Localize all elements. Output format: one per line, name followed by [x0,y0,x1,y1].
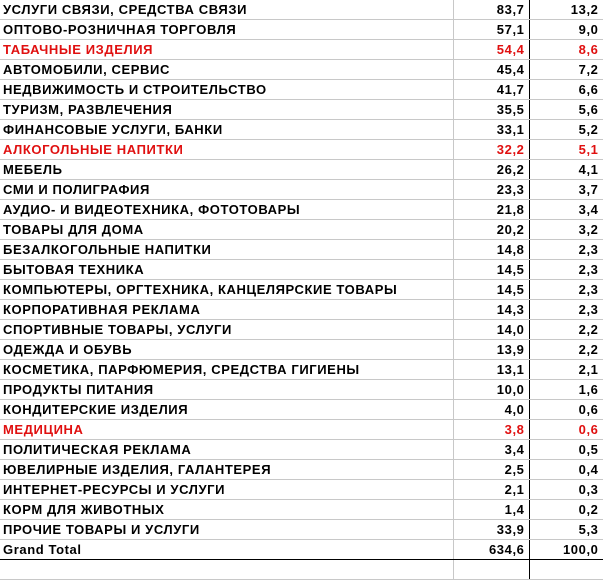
category-label-cell[interactable]: СМИ И ПОЛИГРАФИЯ [0,180,453,200]
category-label-cell[interactable]: КОРПОРАТИВНАЯ РЕКЛАМА [0,300,453,320]
empty-row[interactable] [0,560,603,580]
grand-total-row[interactable] [0,540,603,560]
value-cell[interactable]: 13,9 [453,340,529,360]
share-percent-cell[interactable]: 3,4 [529,200,603,220]
value-cell[interactable]: 57,1 [453,20,529,40]
category-label-cell[interactable]: МЕБЕЛЬ [0,160,453,180]
share-percent-cell[interactable]: 0,6 [529,420,603,440]
share-percent-cell[interactable]: 0,6 [529,400,603,420]
share-percent-cell[interactable]: 2,3 [529,300,603,320]
table-row[interactable] [0,200,603,220]
category-label-cell[interactable]: УСЛУГИ СВЯЗИ, СРЕДСТВА СВЯЗИ [0,0,453,20]
category-label-cell[interactable]: НЕДВИЖИМОСТЬ И СТРОИТЕЛЬСТВО [0,80,453,100]
value-cell[interactable]: 33,9 [453,520,529,540]
share-percent-cell[interactable]: 5,6 [529,100,603,120]
category-label-cell[interactable]: ЮВЕЛИРНЫЕ ИЗДЕЛИЯ, ГАЛАНТЕРЕЯ [0,460,453,480]
share-percent-cell[interactable]: 0,5 [529,440,603,460]
table-row[interactable] [0,380,603,400]
table-row[interactable] [0,140,603,160]
category-label-cell[interactable]: КОСМЕТИКА, ПАРФЮМЕРИЯ, СРЕДСТВА ГИГИЕНЫ [0,360,453,380]
value-cell[interactable]: 33,1 [453,120,529,140]
category-label-cell[interactable]: ИНТЕРНЕТ-РЕСУРСЫ И УСЛУГИ [0,480,453,500]
table-row[interactable] [0,320,603,340]
table-row[interactable] [0,100,603,120]
share-percent-cell[interactable]: 1,6 [529,380,603,400]
table-row[interactable] [0,80,603,100]
category-label-cell[interactable]: ФИНАНСОВЫЕ УСЛУГИ, БАНКИ [0,120,453,140]
value-cell[interactable]: 14,3 [453,300,529,320]
category-label-cell[interactable]: АЛКОГОЛЬНЫЕ НАПИТКИ [0,140,453,160]
table-row[interactable] [0,280,603,300]
share-percent-cell[interactable]: 2,3 [529,240,603,260]
share-percent-cell[interactable]: 8,6 [529,40,603,60]
category-label-cell[interactable]: КОНДИТЕРСКИЕ ИЗДЕЛИЯ [0,400,453,420]
value-cell[interactable]: 10,0 [453,380,529,400]
value-cell[interactable]: 32,2 [453,140,529,160]
table-row[interactable] [0,240,603,260]
share-percent-cell[interactable]: 2,2 [529,320,603,340]
value-cell[interactable]: 26,2 [453,160,529,180]
value-cell[interactable]: 1,4 [453,500,529,520]
value-cell[interactable]: 83,7 [453,0,529,20]
table-row[interactable] [0,220,603,240]
value-cell[interactable]: 3,8 [453,420,529,440]
share-percent-cell[interactable]: 0,4 [529,460,603,480]
value-cell[interactable]: 14,5 [453,280,529,300]
share-percent-cell[interactable]: 5,3 [529,520,603,540]
category-label-cell[interactable]: АВТОМОБИЛИ, СЕРВИС [0,60,453,80]
value-cell[interactable]: 45,4 [453,60,529,80]
value-cell[interactable]: 35,5 [453,100,529,120]
share-percent-cell[interactable]: 6,6 [529,80,603,100]
value-cell[interactable]: 14,5 [453,260,529,280]
category-label-cell[interactable]: АУДИО- И ВИДЕОТЕХНИКА, ФОТОТОВАРЫ [0,200,453,220]
value-cell[interactable]: 2,1 [453,480,529,500]
share-percent-cell[interactable]: 5,1 [529,140,603,160]
grand-total-label-cell[interactable]: Grand Total [0,540,453,560]
category-label-cell[interactable]: СПОРТИВНЫЕ ТОВАРЫ, УСЛУГИ [0,320,453,340]
category-label-cell[interactable]: ТОВАРЫ ДЛЯ ДОМА [0,220,453,240]
table-row[interactable] [0,340,603,360]
table-row[interactable] [0,260,603,280]
value-cell[interactable]: 13,1 [453,360,529,380]
table-row[interactable] [0,420,603,440]
table-row[interactable] [0,500,603,520]
share-percent-cell[interactable]: 2,3 [529,260,603,280]
category-label-cell[interactable]: ТУРИЗМ, РАЗВЛЕЧЕНИЯ [0,100,453,120]
share-percent-cell[interactable]: 3,2 [529,220,603,240]
category-label-cell[interactable]: ПРОЧИЕ ТОВАРЫ И УСЛУГИ [0,520,453,540]
share-percent-cell[interactable]: 5,2 [529,120,603,140]
table-row[interactable] [0,520,603,540]
table-row[interactable] [0,180,603,200]
category-label-cell[interactable]: ОПТОВО-РОЗНИЧНАЯ ТОРГОВЛЯ [0,20,453,40]
value-cell[interactable]: 20,2 [453,220,529,240]
table-row[interactable] [0,480,603,500]
share-percent-cell[interactable]: 7,2 [529,60,603,80]
grand-total-value-cell[interactable]: 634,6 [453,540,529,560]
share-percent-cell[interactable]: 0,3 [529,480,603,500]
category-label-cell[interactable]: ТАБАЧНЫЕ ИЗДЕЛИЯ [0,40,453,60]
value-cell[interactable]: 41,7 [453,80,529,100]
value-cell[interactable]: 54,4 [453,40,529,60]
table-row[interactable] [0,460,603,480]
empty-cell[interactable] [453,560,529,580]
category-label-cell[interactable]: БЫТОВАЯ ТЕХНИКА [0,260,453,280]
table-row[interactable] [0,20,603,40]
table-row[interactable] [0,360,603,380]
value-cell[interactable]: 14,8 [453,240,529,260]
category-label-cell[interactable]: МЕДИЦИНА [0,420,453,440]
category-label-cell[interactable]: ОДЕЖДА И ОБУВЬ [0,340,453,360]
category-label-cell[interactable]: ПРОДУКТЫ ПИТАНИЯ [0,380,453,400]
value-cell[interactable]: 4,0 [453,400,529,420]
value-cell[interactable]: 21,8 [453,200,529,220]
value-cell[interactable]: 2,5 [453,460,529,480]
table-row[interactable] [0,160,603,180]
table-row[interactable] [0,40,603,60]
table-row[interactable] [0,0,603,20]
share-percent-cell[interactable]: 0,2 [529,500,603,520]
table-row[interactable] [0,120,603,140]
category-label-cell[interactable]: ПОЛИТИЧЕСКАЯ РЕКЛАМА [0,440,453,460]
table-row[interactable] [0,440,603,460]
share-percent-cell[interactable]: 2,1 [529,360,603,380]
category-label-cell[interactable]: КОРМ ДЛЯ ЖИВОТНЫХ [0,500,453,520]
table-row[interactable] [0,60,603,80]
share-percent-cell[interactable]: 2,2 [529,340,603,360]
empty-cell[interactable] [0,560,453,580]
share-percent-cell[interactable]: 2,3 [529,280,603,300]
value-cell[interactable]: 14,0 [453,320,529,340]
table-row[interactable] [0,400,603,420]
empty-cell[interactable] [529,560,603,580]
share-percent-cell[interactable]: 13,2 [529,0,603,20]
grand-total-share-cell[interactable]: 100,0 [529,540,603,560]
category-label-cell[interactable]: КОМПЬЮТЕРЫ, ОРГТЕХНИКА, КАНЦЕЛЯРСКИЕ ТОВАРЫ [0,280,453,300]
value-cell[interactable]: 3,4 [453,440,529,460]
share-percent-cell[interactable]: 3,7 [529,180,603,200]
category-label-cell[interactable]: БЕЗАЛКОГОЛЬНЫЕ НАПИТКИ [0,240,453,260]
share-percent-cell[interactable]: 4,1 [529,160,603,180]
value-cell[interactable]: 23,3 [453,180,529,200]
table-row[interactable] [0,300,603,320]
share-percent-cell[interactable]: 9,0 [529,20,603,40]
